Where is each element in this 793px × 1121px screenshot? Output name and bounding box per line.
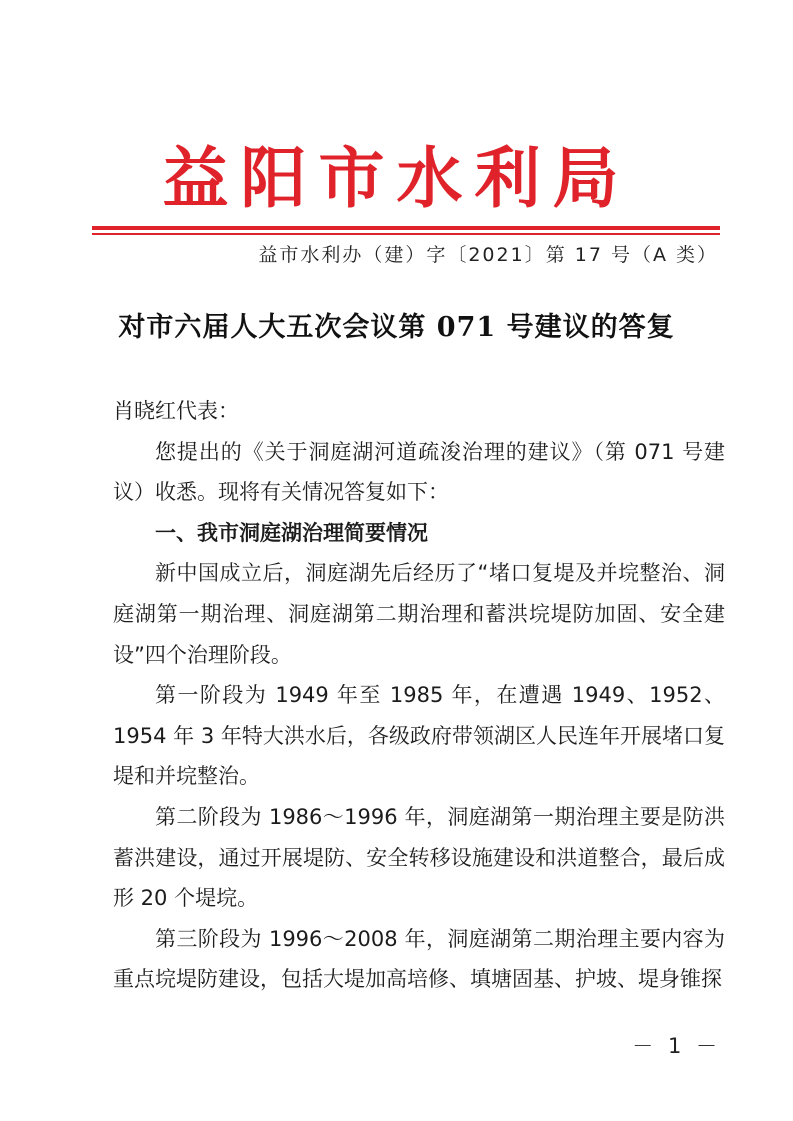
salutation: 肖晓红代表： — [113, 399, 239, 423]
paragraph: 第一阶段为 1949 年至 1985 年，在遭遇 1949、1952、1954 年 3 年特大洪水后，各级政府带领湖区人民连年开展堵口复堤和并垸整治。 — [113, 683, 725, 789]
document-body — [113, 391, 725, 1000]
document-number: 益市水利办（建）字〔2021〕第 17 号（A 类） — [258, 244, 718, 266]
paragraph: 新中国成立后，洞庭湖先后经历了“堵口复堤及并垸整治、洞庭湖第一期治理、洞庭湖第二期治理和蓄洪垸堤防加固、安全建设”四个治理阶段。 — [113, 561, 725, 667]
masthead-org-name: 益阳市水利局 — [162, 139, 631, 217]
paragraph: 第三阶段为 1996～2008 年，洞庭湖第二期治理主要内容为重点垸堤防建设，包括大堤加高培修、填塘固基、护坡、堤身锥探 — [113, 926, 725, 992]
masthead-red-rule-thick — [92, 226, 720, 230]
section-heading: 一、我市洞庭湖治理简要情况 — [155, 520, 428, 545]
document-title: 对市六届人大五次会议第 071 号建议的答复 — [118, 312, 675, 343]
page-number: － 1 － — [632, 1034, 721, 1058]
paragraph-intro: 您提出的《关于洞庭湖河道疏浚治理的建议》（第 071 号建议）收悉。现将有关情况答复如下： — [113, 439, 725, 505]
paragraph: 第二阶段为 1986～1996 年，洞庭湖第一期治理主要是防洪蓄洪建设，通过开展堤防、安全转移设施建设和洪道整合，最后成形 20 个堤垸。 — [113, 804, 725, 911]
masthead-red-rule-thin — [92, 233, 720, 235]
